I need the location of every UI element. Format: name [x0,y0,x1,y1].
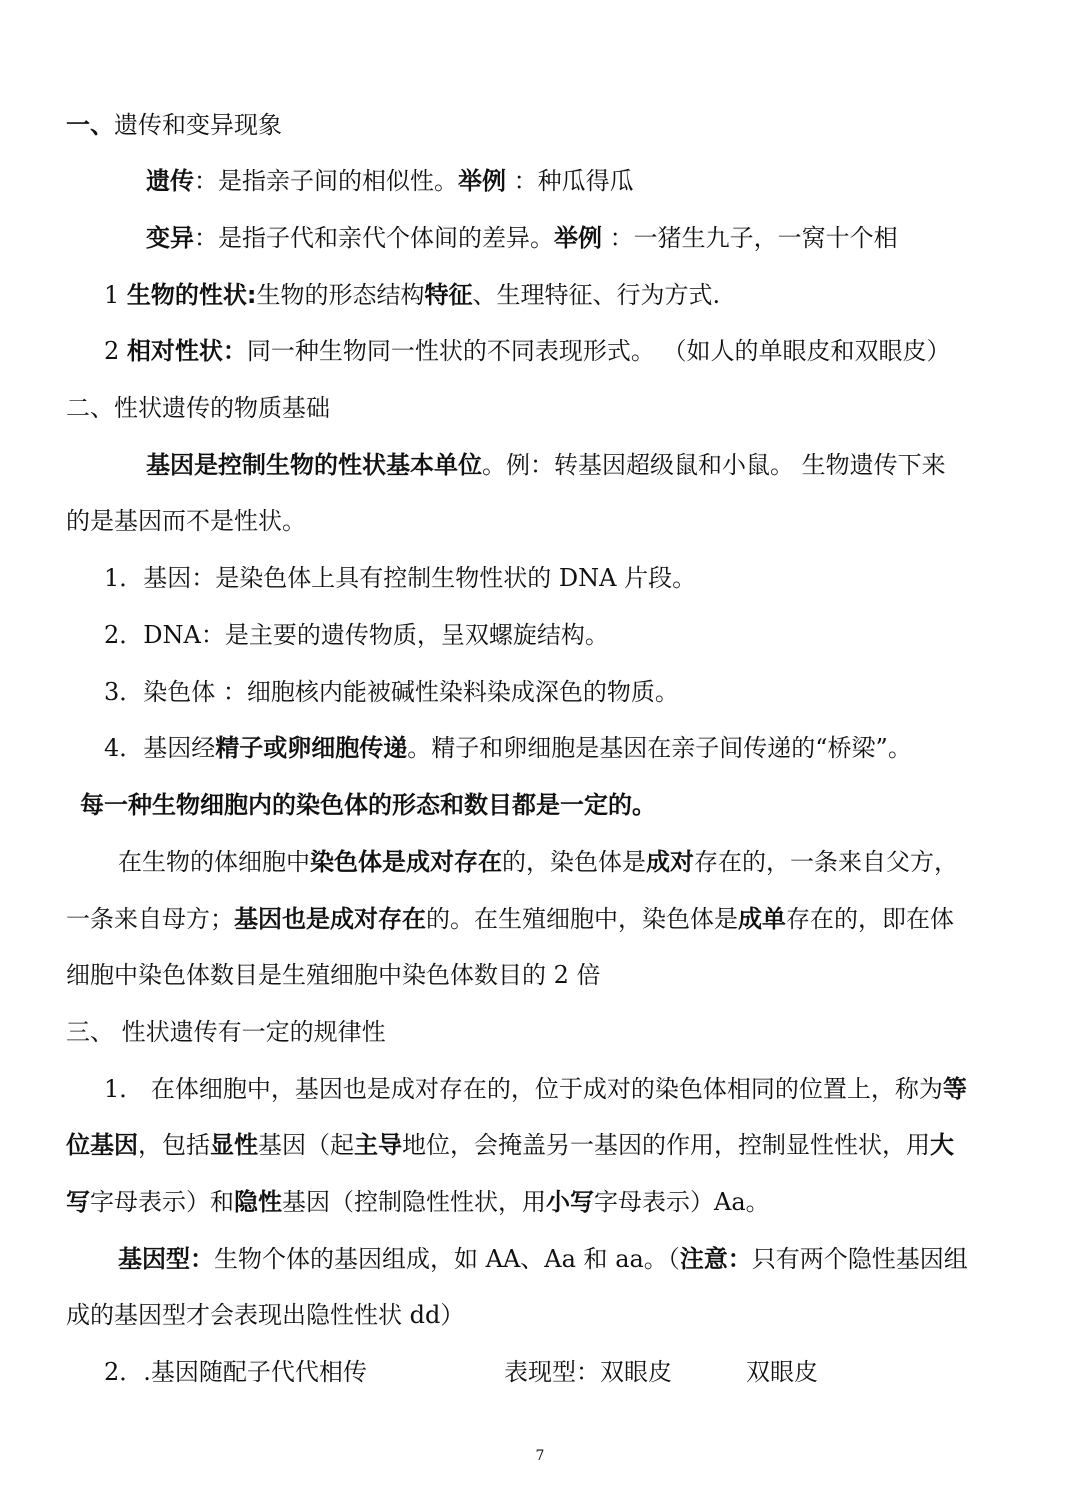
genotype-line-1: 基因型：生物个体的基因组成，如 AA、Aa 和 aa。（注意：只有两个隐性基因组 [118,1245,968,1273]
gene-paragraph-line-2: 的是基因而不是性状。 [66,507,306,535]
chromosome-paragraph-line-1: 在生物的体细胞中染色体是成对存在的，染色体是成对存在的，一条来自父方， [118,848,958,876]
page-number: 7 [535,1448,545,1464]
list-item-gene: 1．基因：是染色体上具有控制生物性状的 DNA 片段。 [104,564,697,592]
list-item-chromosome: 3．染色体 ：细胞核内能被碱性染料染成深色的物质。 [104,678,679,706]
allele-paragraph-line-3: 写字母表示）和隐性基因（控制隐性性状，用小写字母表示）Aa。 [66,1188,770,1216]
genotype-line-2: 成的基因型才会表现出隐性性状 dd） [66,1301,465,1329]
key-statement: 每一种生物细胞内的染色体的形态和数目都是一定的。 [80,791,656,819]
definition-heredity: 遗传：是指亲子间的相似性。举例 ：种瓜得瓜 [146,167,634,195]
allele-paragraph-line-2: 位基因，包括显性基因（起主导地位，会掩盖另一基因的作用，控制显性性状，用大 [66,1131,954,1159]
list-item-gene-transfer: 4．基因经精子或卵细胞传递。精子和卵细胞是基因在亲子间传递的“桥梁”。 [104,734,912,762]
heading-3: 三、 性状遗传有一定的规律性 [66,1018,386,1046]
chromosome-paragraph-line-2: 一条来自母方；基因也是成对存在的。在生殖细胞中，染色体是成单存在的，即在体 [66,905,954,933]
heading-2: 二、性状遗传的物质基础 [66,394,330,422]
relative-trait-definition: 2 相对性状：同一种生物同一性状的不同表现形式。 （如人的单眼皮和双眼皮） [104,337,951,365]
gene-paragraph-line-1: 基因是控制生物的性状基本单位。例：转基因超级鼠和小鼠。 生物遗传下来 [146,451,946,479]
allele-paragraph-line-1: 1． 在体细胞中，基因也是成对存在的，位于成对的染色体相同的位置上，称为等 [104,1075,967,1103]
definition-variation: 变异：是指子代和亲代个体间的差异。举例 ：一猪生九子，一窝十个相 [146,224,898,252]
list-item-gene-inheritance: 2．.基因随配子代代相传 [104,1358,367,1386]
trait-definition: 1 生物的性状:生物的形态结构特征、生理特征、行为方式. [104,281,721,309]
heading-1: 一、遗传和变异现象 [66,111,282,139]
list-item-dna: 2．DNA：是主要的遗传物质，呈双螺旋结构。 [104,621,609,649]
phenotype-value: 双眼皮 [746,1358,818,1386]
chromosome-paragraph-line-3: 细胞中染色体数目是生殖细胞中染色体数目的 2 倍 [66,961,601,989]
phenotype-label: 表现型：双眼皮 [504,1358,672,1386]
